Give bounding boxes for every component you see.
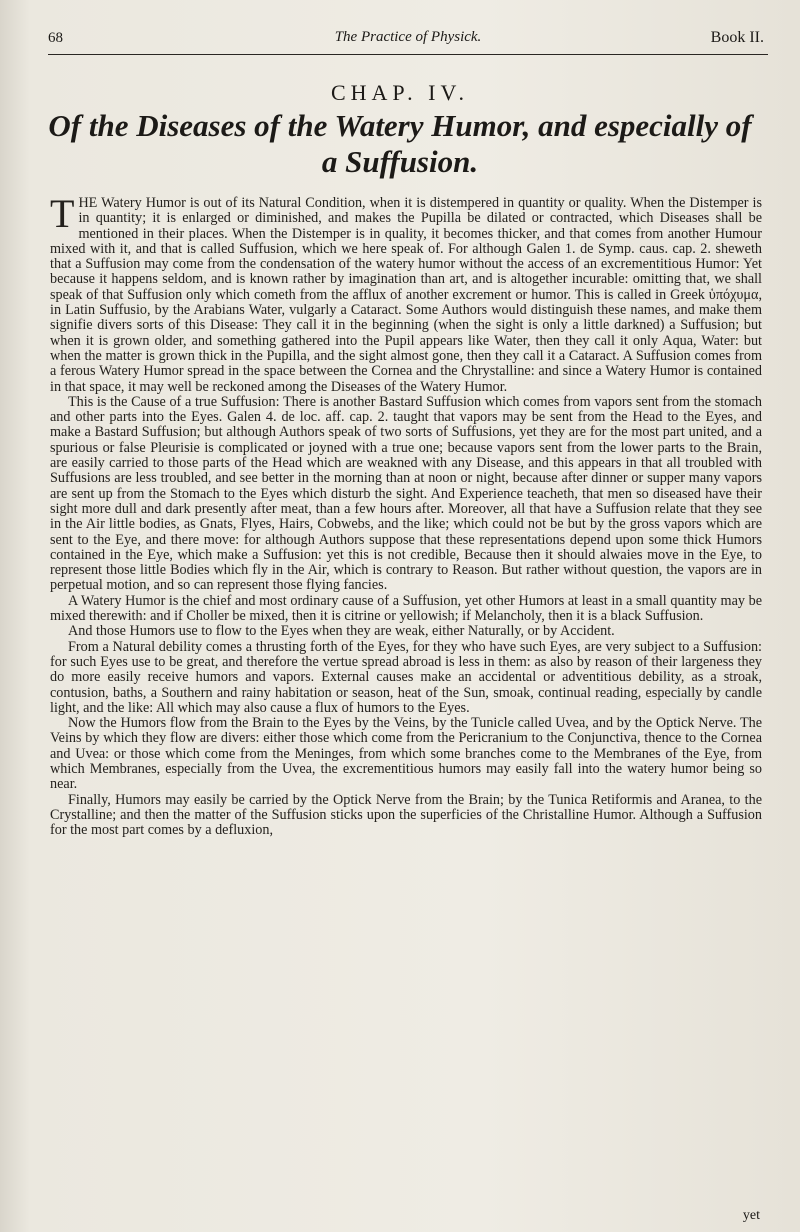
page-number: 68 <box>48 30 63 46</box>
paragraph: And those Humors use to flow to the Eyes when they are weak, either Naturally, or by Accident. <box>68 623 615 640</box>
paragraph <box>50 191 762 395</box>
paragraph: From a Natural debility comes a thrusting forth of the Eyes, for they who have such Eyes, are very subject to a Suffusion: for such Eyes use to be great, and therefore the vertue spread abroad is less in them: as also by reason of their largeness they do more easily receive humors and vapors. External causes make an accidental or adventitious debility, as a stroak, contusion, baths, a Southern and rainy habitation or season, heat of the Sun, smoak, continual reading, especially by candle light, and the like: All which may also cause a flux of humors to the Eyes. <box>50 638 762 716</box>
chapter-heading: CHAP. IV. <box>330 80 470 105</box>
drop-cap: T <box>50 191 75 236</box>
paragraph: Finally, Humors may easily be carried by the Optick Nerve from the Brain; by the Tunica Retiformis and Aranea, to the Crystalline; and then the matter of the Suffusion sticks upon the superficies of the Christalline Humor. Although a Suffusion for the most part comes by a defluxion, <box>50 791 762 839</box>
book-label: Book II. <box>710 29 764 46</box>
paragraph: Now the Humors flow from the Brain to the Eyes by the Veins, by the Tunicle called Uvea, and by the Optick Nerve. The Veins by which they flow are divers: either those which come from the Pericranium to the Conjunctiva, thence to the Cornea and Uvea: or those which come from the Meninges, from which some branches come to the Membranes of the Eye, from which Membranes, especially from the Uvea, the excrementitious humors may easily fall into the watery humor being so near. <box>50 715 762 793</box>
page-header <box>48 24 768 55</box>
paragraph-text: HE Watery Humor is out of its Natural Condition, when it is distempered in quantity or quality. When the Distemper is in quantity; it is enlarged or diminished, and makes the Pupilla be dilated or contracted, which Diseases shall be mentioned in their places. When the Distemper is in quality, it becomes thicker, and that comes from another Humour mixed with it, and that is called Suffusion, which we here speak of. For although Galen 1. de Symp. caus. cap. 2. sheweth that a Suffusion may come from the condensation of the watery humor without the access of an excrementitious Humor: Yet because it happens seldom, and is known rather by imagination than art, and is altogether incurable: omitting that, we shall speak of that Suffusion only which cometh from the afflux of another excrement or humor. This is called in Greek ὑπόχυμα, in Latin Suffusio, by the Arabians Water, vulgarly a Cataract. Some Authors would distinguish these names, and make them signifie divers sorts of this Disease: They call it in the beginning (when the sight is only a little darkned) a Suffusion; but when it is grown older, and something gathered into the Pupil appears like Water, then they call it only Aqua, Water: but when the matter is grown thick in the Pupilla, and the sight almost gone, then they call it a Cataract. A Suffusion comes from a ferous Watery Humor spread in the space between the Cornea and the Chrystalline: and since a Watery Humor is contained in that space, it may well be reckoned among the Diseases of the Watery Humor. <box>50 195 762 395</box>
catchword: yet <box>742 1208 760 1223</box>
chapter-title: Of the Diseases of the Watery Humor, and especially of a Suffusion. <box>48 108 752 179</box>
paragraph: A Watery Humor is the chief and most ordinary cause of a Suffusion, yet other Humors at least in a small quantity may be mixed therewith: and if Choller be mixed, then it is citrine or yellowish; if Melancholy, then it is a black Suffusion. <box>50 592 762 625</box>
running-title: The Practice of Physick. <box>334 29 482 45</box>
paragraph: This is the Cause of a true Suffusion: There is another Bastard Suffusion which comes from vapors sent from the stomach and other parts into the Eyes. Galen 4. de loc. aff. cap. 2. taught that vapors may be sent from the Head to the Eyes, and make a Bastard Suffusion; but although Authors speak of two sorts of Suffusions, yet they are for the most part united, and a spurious or false Pleurisie is complicated or joyned with a true one; because vapors sent from the lower parts to the Brain, are easily carried to those parts of the Head which are weakned with any Disease, and this appears in that all troubled with Suffusions are less troubled, and see better in the morning than at noon or night, because after dinner or supper many vapors are sent up from the Stomach to the Eyes which disturb the sight. And Experience teacheth, that men so diseased have their sight more dull and dark presently after meat, than a few hours after. Moreover, all that have a Suffusion relate that they see in the Air little bodies, as Gnats, Flyes, Hairs, Cobwebs, and the like; which could not be but by the gross vapors which are sent to the Eye, and there move: for although Authors suppose that these representations depend upon some thick Humors contained in the Eye, which make a Suffusion: yet this is not credible, Because then it should alwaies move in the Eye, to represent those little Bodies which fly in the Air, which is contrary to Reason. But rather without question, the vapors are in perpetual motion, and so can represent those flying fancies. <box>50 393 762 594</box>
body-text <box>50 191 762 839</box>
